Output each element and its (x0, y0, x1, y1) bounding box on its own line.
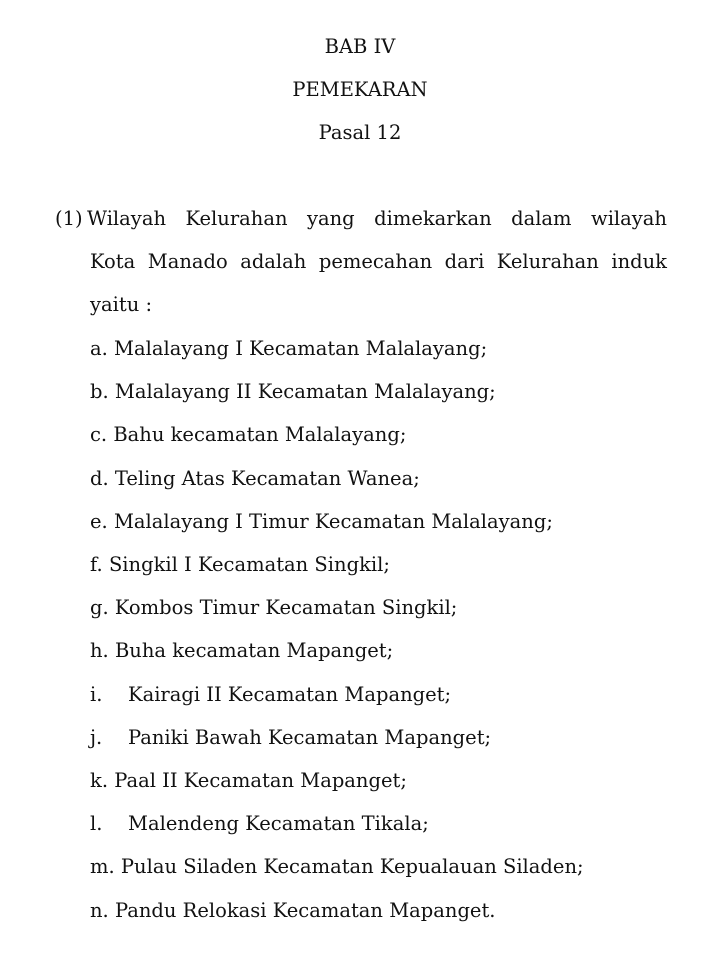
list-item-label: n. (90, 898, 109, 922)
list-item (90, 423, 406, 447)
list-item-label: d. (90, 466, 109, 490)
list-item-text: Kombos Timur Kecamatan Singkil; (114, 596, 458, 620)
list-item-label: l. (90, 812, 103, 836)
list-item-text: Singkil I Kecamatan Singkil; (108, 553, 390, 576)
list-item-label: k. (90, 769, 109, 792)
list-item-text: Kairagi II Kecamatan Mapanget; (128, 682, 452, 706)
list-item-text: Pandu Relokasi Kecamatan Mapanget. (114, 898, 496, 922)
list-item (90, 467, 420, 491)
list-item-label: h. (90, 639, 109, 663)
list-item-text: Teling Atas Kecamatan Wanea; (114, 466, 420, 490)
list-item-label: a. (90, 337, 108, 360)
list-item (90, 899, 496, 923)
list-item-text: Paniki Bawah Kecamatan Mapanget; (128, 725, 492, 749)
list-item-label: j. (90, 725, 103, 749)
list-item (90, 812, 429, 836)
list-item-label: e. (90, 509, 108, 533)
list-item-text: Paal II Kecamatan Mapanget; (114, 769, 407, 792)
list-item-label: b. (90, 380, 109, 404)
list-item-text: Pulau Siladen Kecamatan Kepualauan Siladen; (120, 855, 584, 879)
list-item (90, 639, 393, 663)
list-item (90, 553, 390, 577)
list-item-label: g. (90, 596, 109, 620)
article-heading: Pasal 12 (318, 121, 402, 144)
paragraph-number: (1) (55, 207, 83, 230)
list-item (90, 596, 457, 620)
list-item-text: Bahu kecamatan Malalayang; (113, 423, 407, 447)
list-item (90, 855, 584, 879)
paragraph-line: Wilayah Kelurahan yang dimekarkan dalam wilayah (87, 207, 667, 230)
list-item (90, 337, 487, 361)
paragraph-line: Kota Manado adalah pemecahan dari Kelurahan induk (90, 250, 667, 273)
list-item-text: Buha kecamatan Mapanget; (114, 639, 394, 663)
list-item (90, 726, 491, 750)
list-item-label: f. (90, 553, 103, 576)
list-item (90, 380, 496, 404)
list-item-text: Malalayang I Timur Kecamatan Malalayang; (113, 509, 553, 533)
list-item-label: m. (90, 855, 115, 879)
list-item (90, 510, 553, 534)
list-item-label: c. (90, 423, 108, 447)
list-item (90, 769, 407, 793)
chapter-title: PEMEKARAN (292, 78, 428, 101)
list-item (90, 683, 451, 707)
list-item-text: Malalayang II Kecamatan Malalayang; (114, 380, 496, 404)
list-item-text: Malendeng Kecamatan Tikala; (128, 812, 429, 836)
chapter-heading: BAB IV (324, 35, 396, 58)
list-item-label: i. (90, 682, 103, 706)
list-item-text: Malalayang I Kecamatan Malalayang; (114, 337, 488, 360)
paragraph-line: yaitu : (90, 293, 153, 316)
